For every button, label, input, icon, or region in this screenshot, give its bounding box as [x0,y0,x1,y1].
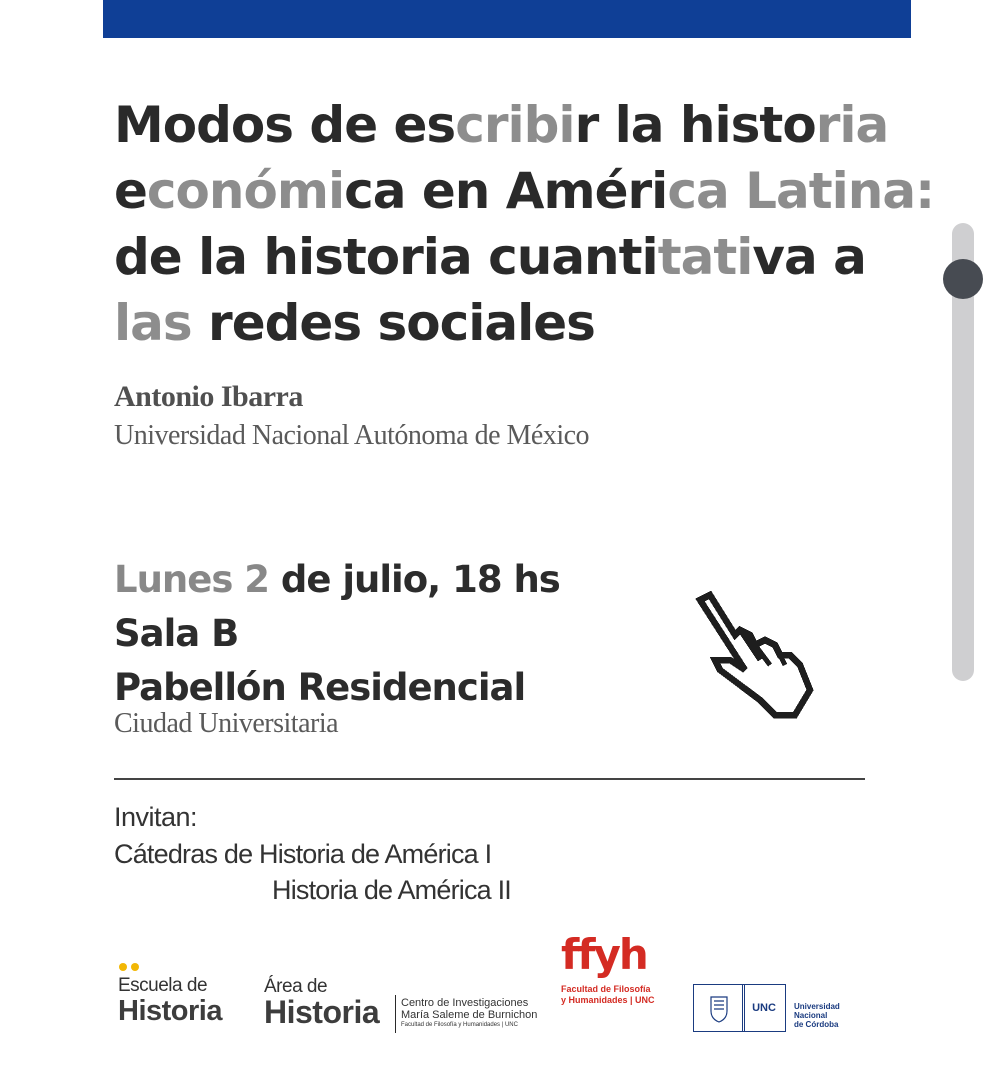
ci-line-3: Facultad de Filosofía y Humanidades | UNC [401,1022,518,1028]
invitan-label: Invitan: [114,802,198,832]
ci-line-1: Centro de Investigaciones [401,997,529,1009]
escuela-big-text: Historia [118,995,222,1027]
speaker-name: Antonio Ibarra [114,380,303,413]
escuela-historia-logo [118,963,222,1028]
title-line-1: Modos de escribir la historia [114,92,894,158]
catedra-line-2: Historia de América II [272,875,511,905]
catedra-line-1: Cátedras de Historia de América I [114,839,492,869]
ci-line-2: María Saleme de Burnichon [401,1009,538,1021]
ffyh-sub-1: Facultad de Filosofía [561,984,651,994]
area-historia-logo [264,976,379,1031]
title-line-3: de la historia cuantitativa a [114,224,894,290]
escuela-small-text: Escuela de [118,975,208,996]
top-accent-bar [103,0,911,38]
unc-box: UNC [742,984,786,1032]
unc-name [794,1002,840,1029]
ciffyh-logo-text [401,997,537,1030]
unc-line-2: Nacional [794,1011,828,1020]
scrollbar-thumb[interactable] [943,259,983,299]
title-line-2: económica en América Latina: [114,158,894,224]
event-room: Sala B [114,612,239,655]
ffyh-sub-2: y Humanidades | UNC [561,995,655,1005]
logo-separator [395,995,396,1033]
event-title [114,92,935,356]
event-city: Ciudad Universitaria [114,708,339,739]
event-building: Pabellón Residencial [114,666,526,709]
speaker-institution: Universidad Nacional Autónoma de México [114,420,590,451]
logo-dot [119,963,127,971]
area-big-text: Historia [264,994,380,1030]
pointing-hand-cursor-icon [690,585,820,720]
event-details [114,553,560,715]
unc-line-1: Universidad [794,1002,840,1011]
unc-line-3: de Córdoba [794,1020,839,1029]
title-line-4: las redes sociales [114,290,894,356]
event-date: Lunes 2 de julio, 18 hs [114,558,560,601]
section-divider [114,778,865,780]
unc-crest-icon [693,984,745,1032]
logo-dot [131,963,139,971]
ffyh-logo [561,926,661,1006]
area-small-text: Área de [264,976,328,997]
ffyh-wordmark: ffyh [561,930,647,979]
